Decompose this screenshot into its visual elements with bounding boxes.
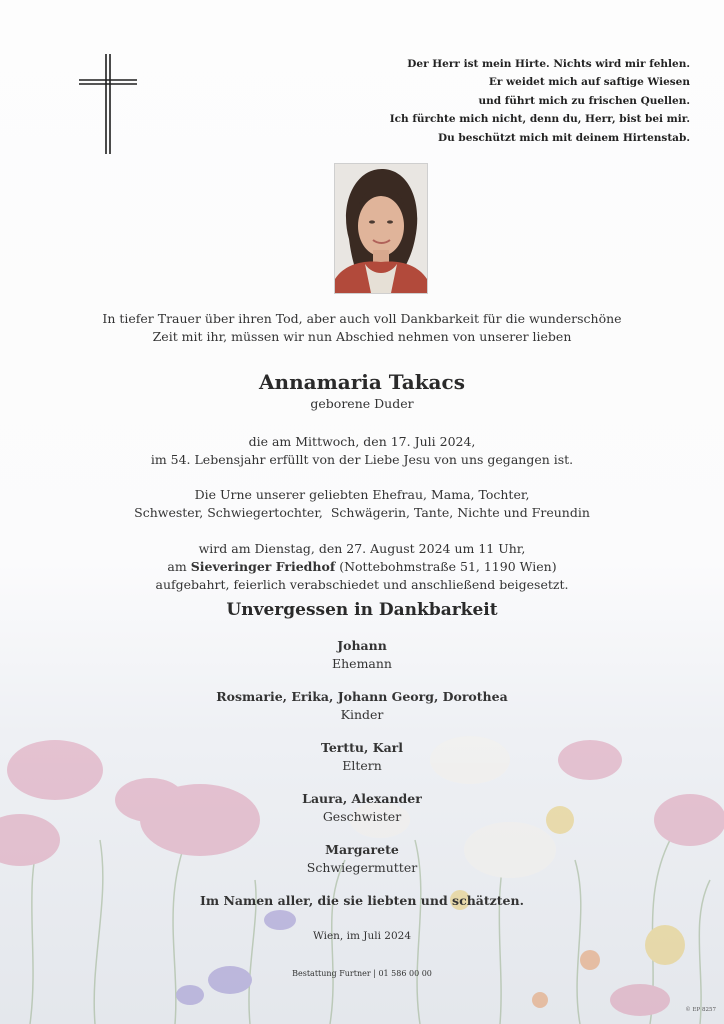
death-line: die am Mittwoch, den 17. Juli 2024,	[248, 434, 476, 449]
urn-line: Die Urne unserer geliebten Ehefrau, Mama, Tochter,	[194, 487, 530, 502]
family-relation: Ehemann	[332, 656, 392, 671]
family-names: Margarete	[325, 842, 399, 857]
family-group	[0, 637, 724, 673]
maiden-name: geborene Duder	[310, 396, 414, 411]
psalm-line: und führt mich zu frischen Quellen.	[478, 94, 690, 107]
urn-notice	[0, 486, 724, 522]
deceased-name: Annamaria Takacs	[259, 370, 465, 394]
cemetery-address: (Nottebohmstraße 51, 1190 Wien)	[339, 559, 557, 574]
family-names: Johann	[337, 638, 387, 653]
psalm-quote	[350, 55, 690, 147]
psalm-line: Er weidet mich auf saftige Wiesen	[488, 76, 690, 89]
ceremony-location	[0, 558, 724, 576]
intro-line: In tiefer Trauer über ihren Tod, aber auch voll Dankbarkeit für die wunderschöne	[102, 311, 622, 326]
intro-line: Zeit mit ihr, müssen wir nun Abschied nehmen von unserer lieben	[152, 329, 572, 344]
ceremony-notice	[0, 540, 724, 594]
family-names: Terttu, Karl	[320, 740, 404, 755]
family-relation: Eltern	[342, 758, 382, 773]
portrait-photo	[334, 163, 428, 294]
undertaker-info: Bestattung Furtner | 01 586 00 00	[292, 969, 432, 978]
urn-line: Schwester, Schwiegertochter, Schwägerin, Tante, Nichte und Freundin	[134, 505, 590, 520]
ceremony-line: aufgebahrt, feierlich verabschiedet und anschließend beigesetzt.	[155, 577, 569, 592]
family-group	[0, 688, 724, 724]
family-group	[0, 841, 724, 877]
cemetery-name: Sieveringer Friedhof	[190, 559, 336, 574]
psalm-line: Der Herr ist mein Hirte. Nichts wird mir fehlen.	[407, 58, 690, 70]
closing-text: Im Namen aller, die sie liebten und schätzten.	[200, 893, 524, 908]
ceremony-line: wird am Dienstag, den 27. August 2024 um 11 Uhr,	[198, 541, 526, 556]
family-names: Rosmarie, Erika, Johann Georg, Dorothea	[216, 689, 508, 704]
family-relation: Schwiegermutter	[306, 860, 418, 875]
template-code: © EP 8257	[685, 1007, 716, 1013]
family-group	[0, 790, 724, 826]
section-heading: Unvergessen in Dankbarkeit	[226, 600, 498, 620]
cross-icon	[76, 52, 140, 156]
family-relation: Kinder	[340, 707, 384, 722]
death-line: im 54. Lebensjahr erfüllt von der Liebe Jesu von uns gegangen ist.	[150, 452, 574, 467]
psalm-line: Du beschützt mich mit deinem Hirtenstab.	[438, 131, 690, 144]
ceremony-prefix: am	[167, 559, 187, 574]
place-date: Wien, im Juli 2024	[312, 930, 412, 942]
psalm-line: Ich fürchte mich nicht, denn du, Herr, bist bei mir.	[389, 113, 690, 126]
intro-text	[0, 310, 724, 346]
family-names: Laura, Alexander	[302, 791, 422, 806]
family-relation: Geschwister	[322, 809, 402, 824]
family-group	[0, 739, 724, 775]
death-notice	[0, 433, 724, 469]
